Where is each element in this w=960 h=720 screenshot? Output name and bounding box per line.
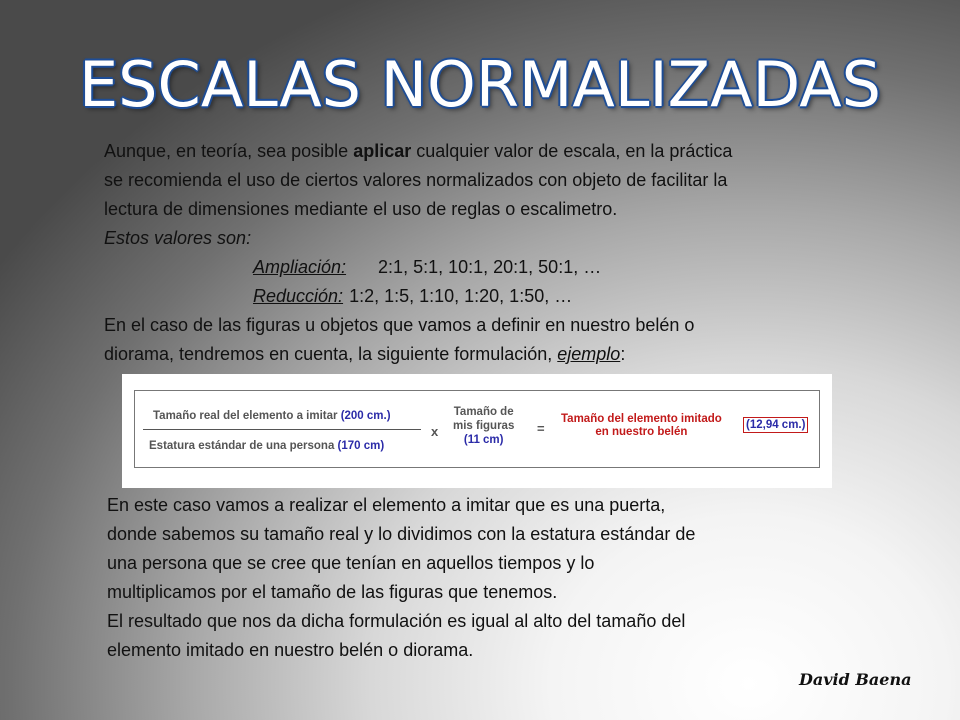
- result-value: (12,94 cm.): [743, 417, 808, 433]
- intro-bold-word: aplicar: [353, 141, 412, 161]
- numerator-value: (200 cm.): [340, 410, 391, 422]
- result-line-2: en nuestro belén: [595, 426, 688, 438]
- explanation-line-2: donde sabemos su tamaño real y lo dividimos con la estatura estándar de: [107, 524, 696, 544]
- case-line-2-end: :: [620, 344, 626, 364]
- figures-line-2: mis figuras: [453, 420, 515, 432]
- case-line-2-start: diorama, tendremos en cuenta, la siguiente formulación,: [104, 344, 558, 364]
- intro-line-1-start: Aunque, en teoría, sea posible: [104, 141, 354, 161]
- times-symbol: x: [431, 424, 439, 439]
- explanation-line-4: multiplicamos por el tamaño de las figuras que tenemos.: [107, 582, 558, 602]
- formula-numerator: [153, 410, 391, 422]
- case-line-1: En el caso de las figuras u objetos que vamos a definir en nuestro belén o: [104, 315, 695, 335]
- explanation-line-3: una persona que se cree que tenían en aquellos tiempos y lo: [107, 553, 595, 573]
- figures-size: [453, 405, 514, 447]
- denominator-value: (170 cm): [337, 440, 385, 452]
- page-title: ESCALAS NORMALIZADAS: [79, 48, 881, 121]
- intro-line-1-end: cualquier valor de escala, en la práctica: [411, 141, 733, 161]
- reduccion-row: [104, 282, 904, 311]
- reduccion-label: Reducción:: [253, 286, 344, 306]
- intro-line-2: se recomienda el uso de ciertos valores normalizados con objeto de facilitar la: [104, 170, 728, 190]
- figures-value: (11 cm): [463, 434, 504, 446]
- ampliacion-row: [104, 253, 904, 282]
- formula-frame: [134, 390, 820, 468]
- intro-line-4: Estos valores son:: [104, 228, 252, 248]
- ampliacion-label: Ampliación:: [253, 257, 347, 277]
- ampliacion-values: 2:1, 5:1, 10:1, 20:1, 50:1, …: [378, 257, 602, 277]
- case-line-2: [104, 340, 904, 369]
- formula-image: [122, 374, 832, 488]
- intro-paragraph: [104, 137, 904, 369]
- intro-line-1: [104, 137, 904, 166]
- equals-symbol: =: [537, 421, 545, 436]
- result-label: [561, 413, 722, 439]
- explanation-line-6: elemento imitado en nuestro belén o diorama.: [107, 640, 474, 660]
- intro-line-3: lectura de dimensiones mediante el uso de reglas o escalimetro.: [104, 199, 618, 219]
- explanation-line-5: El resultado que nos da dicha formulación es igual al alto del tamaño del: [107, 611, 686, 631]
- explanation-line-1: En este caso vamos a realizar el elemento a imitar que es una puerta,: [107, 495, 666, 515]
- result-line-1: Tamaño del elemento imitado: [561, 413, 722, 425]
- author-signature: David Baena: [799, 670, 912, 689]
- explanation-paragraph: [107, 491, 847, 665]
- reduccion-values: 1:2, 1:5, 1:10, 1:20, 1:50, …: [349, 286, 573, 306]
- ejemplo-word: ejemplo: [557, 344, 621, 364]
- fraction-line: [143, 429, 421, 430]
- formula-denominator: [149, 440, 384, 452]
- figures-line-1: Tamaño de: [453, 406, 514, 418]
- denominator-text: Estatura estándar de una persona: [149, 440, 338, 452]
- numerator-text: Tamaño real del elemento a imitar: [153, 410, 341, 422]
